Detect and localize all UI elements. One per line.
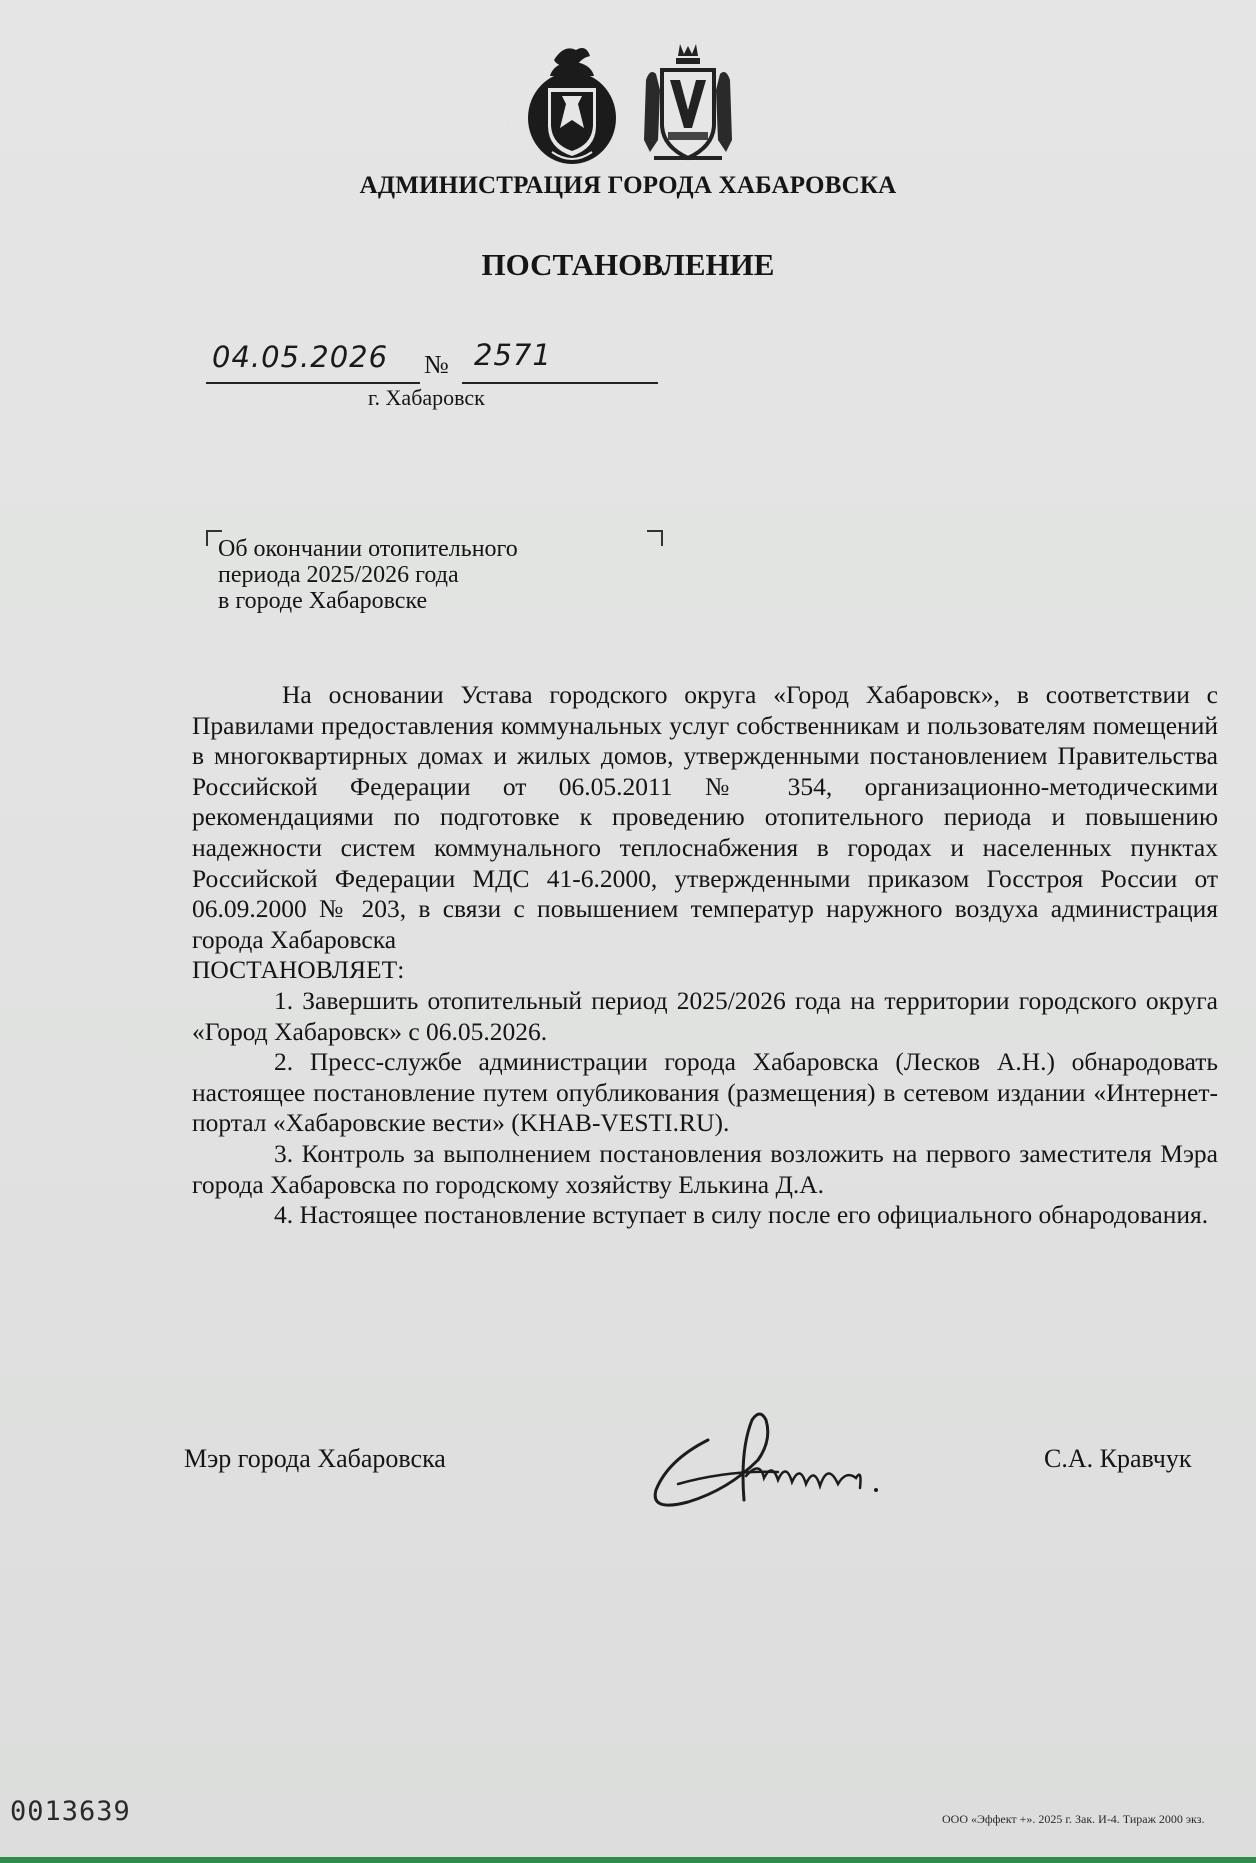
resolves-heading: ПОСТАНОВЛЯЕТ: <box>192 955 405 985</box>
handwritten-signature <box>648 1400 928 1520</box>
form-serial-number: 0013639 <box>10 1796 131 1827</box>
preamble-paragraph: На основании Устава городского округа «Город Хабаровск», в соответствии с Правилами предоставления коммунальных услуг собственникам и пользователям помещений в многоквартирных домах и жилых домов, утвержденными постановлением Правительства Российской Федерации от 06.05.2011 № 354, организационно-методическими рекомендациями по подготовке к проведению отопительного периода и повышению надежности систем коммунального теплоснабжения в городах и населенных пунктах Российской Федерации МДС 41-6.2000, утвержденными приказом Госстроя России от 06.09.2000 № 203, в связи с повышением температур наружного воздуха администрация города Хабаровска <box>192 680 1218 954</box>
resolution-item: 3. Контроль за выполнением постановления возложить на первого заместителя Мэра города Хабаровска по городскому хозяйству Елькина Д.А. <box>192 1138 1218 1199</box>
resolution-item: 1. Завершить отопительный период 2025/2026 года на территории городского округа «Город Хабаровск» с 06.05.2026. <box>192 985 1218 1046</box>
signatory-position: Мэр города Хабаровска <box>184 1444 446 1473</box>
document-body <box>192 680 1218 1231</box>
resolution-item: 4. Настоящее постановление вступает в силу после его официального обнародования. <box>274 1200 1209 1230</box>
document-title <box>218 536 518 614</box>
title-line: периода 2025/2026 года <box>218 562 459 588</box>
bottom-edge-strip <box>0 1857 1256 1863</box>
title-bracket-right <box>647 530 663 546</box>
krai-emblem-icon <box>640 40 736 168</box>
number-underline <box>462 382 658 384</box>
signatory-name: С.А. Кравчук <box>1044 1444 1192 1473</box>
title-line: в городе Хабаровске <box>218 588 428 614</box>
document-date: 04.05.2026 <box>212 340 389 374</box>
title-line: Об окончании отопительного <box>218 536 518 562</box>
date-underline <box>206 382 420 384</box>
printer-imprint: ООО «Эффект +». 2025 г. Зак. И-4. Тираж 2000 экз. <box>942 1812 1205 1826</box>
city-emblem-icon <box>524 40 620 168</box>
city-name: г. Хабаровск <box>368 385 485 410</box>
organization-name: АДМИНИСТРАЦИЯ ГОРОДА ХАБАРОВСКА <box>359 172 897 199</box>
emblems <box>0 40 1256 170</box>
resolution-item: 2. Пресс-службе администрации города Хабаровска (Лесков А.Н.) обнародовать настоящее постановление путем опубликования (размещения) в сетевом издании «Интернет-портал «Хабаровские вести» (KHAB-VESTI.RU). <box>192 1047 1218 1138</box>
number-sign: № <box>424 350 449 379</box>
document-type: ПОСТАНОВЛЕНИЕ <box>481 247 775 282</box>
document-number: 2571 <box>474 338 552 372</box>
